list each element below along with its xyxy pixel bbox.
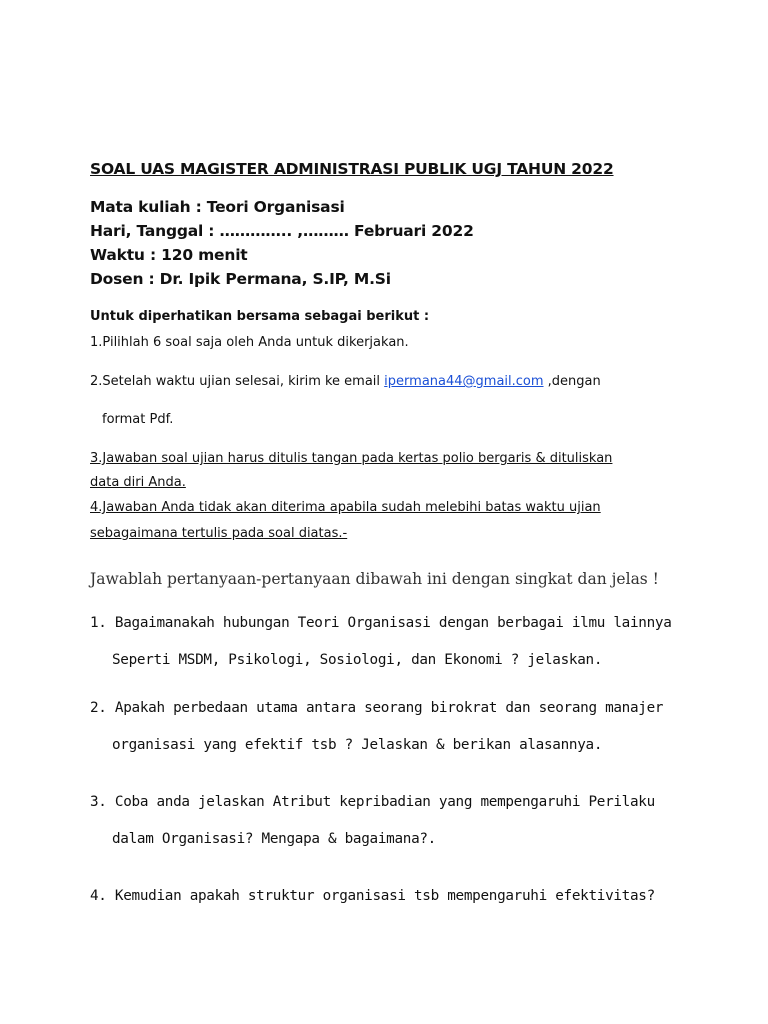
question-1-line-1: 1. Bagaimanakah hubungan Teori Organisasi dengan berbagai ilmu lainnya: [90, 615, 672, 631]
note-item-3-line-1: 3.Jawaban soal ujian harus ditulis tangan pada kertas polio bergaris & dituliskan: [90, 451, 613, 466]
question-3-line-2: dalam Organisasi? Mengapa & bagaimana?.: [112, 831, 436, 847]
note-item-2-text: 2.Setelah waktu ujian selesai, kirim ke email: [90, 374, 385, 389]
course-line: Mata kuliah : Teori Organisasi: [90, 198, 345, 216]
question-1-line-2: Seperti MSDM, Psikologi, Sosiologi, dan Ekonomi ? jelaskan.: [112, 652, 603, 668]
document-title: SOAL UAS MAGISTER ADMINISTRASI PUBLIK UGJ TAHUN 2022: [90, 160, 614, 178]
note-item-2-continued: format Pdf.: [102, 412, 174, 427]
note-item-4-line-1: 4.Jawaban Anda tidak akan diterima apabila sudah melebihi batas waktu ujian: [90, 500, 601, 515]
duration-line: Waktu : 120 menit: [90, 246, 248, 264]
date-line: Hari, Tanggal : ………….. ,……… Februari 2022: [90, 222, 474, 240]
question-2-line-2: organisasi yang efektif tsb ? Jelaskan & berikan alasannya.: [112, 737, 603, 753]
note-item-2: [90, 374, 601, 389]
answer-instruction: Jawablah pertanyaan-pertanyaan dibawah ini dengan singkat dan jelas !: [90, 570, 659, 588]
note-item-2-tail: ,dengan: [543, 374, 601, 389]
note-item-1: 1.Pilihlah 6 soal saja oleh Anda untuk dikerjakan.: [90, 335, 409, 350]
notes-heading: Untuk diperhatikan bersama sebagai berikut :: [90, 309, 430, 324]
lecturer-line: Dosen : Dr. Ipik Permana, S.IP, M.Si: [90, 270, 391, 288]
question-4-line-1: 4. Kemudian apakah struktur organisasi tsb mempengaruhi efektivitas?: [90, 888, 655, 904]
question-3-line-1: 3. Coba anda jelaskan Atribut kepribadian yang mempengaruhi Perilaku: [90, 794, 655, 810]
question-2-line-1: 2. Apakah perbedaan utama antara seorang birokrat dan seorang manajer: [90, 700, 664, 716]
note-item-4-line-2: sebagaimana tertulis pada soal diatas.-: [90, 526, 348, 541]
email-link[interactable]: ipermana44@gmail.com: [384, 374, 544, 389]
note-item-3-line-2: data diri Anda.: [90, 475, 186, 490]
